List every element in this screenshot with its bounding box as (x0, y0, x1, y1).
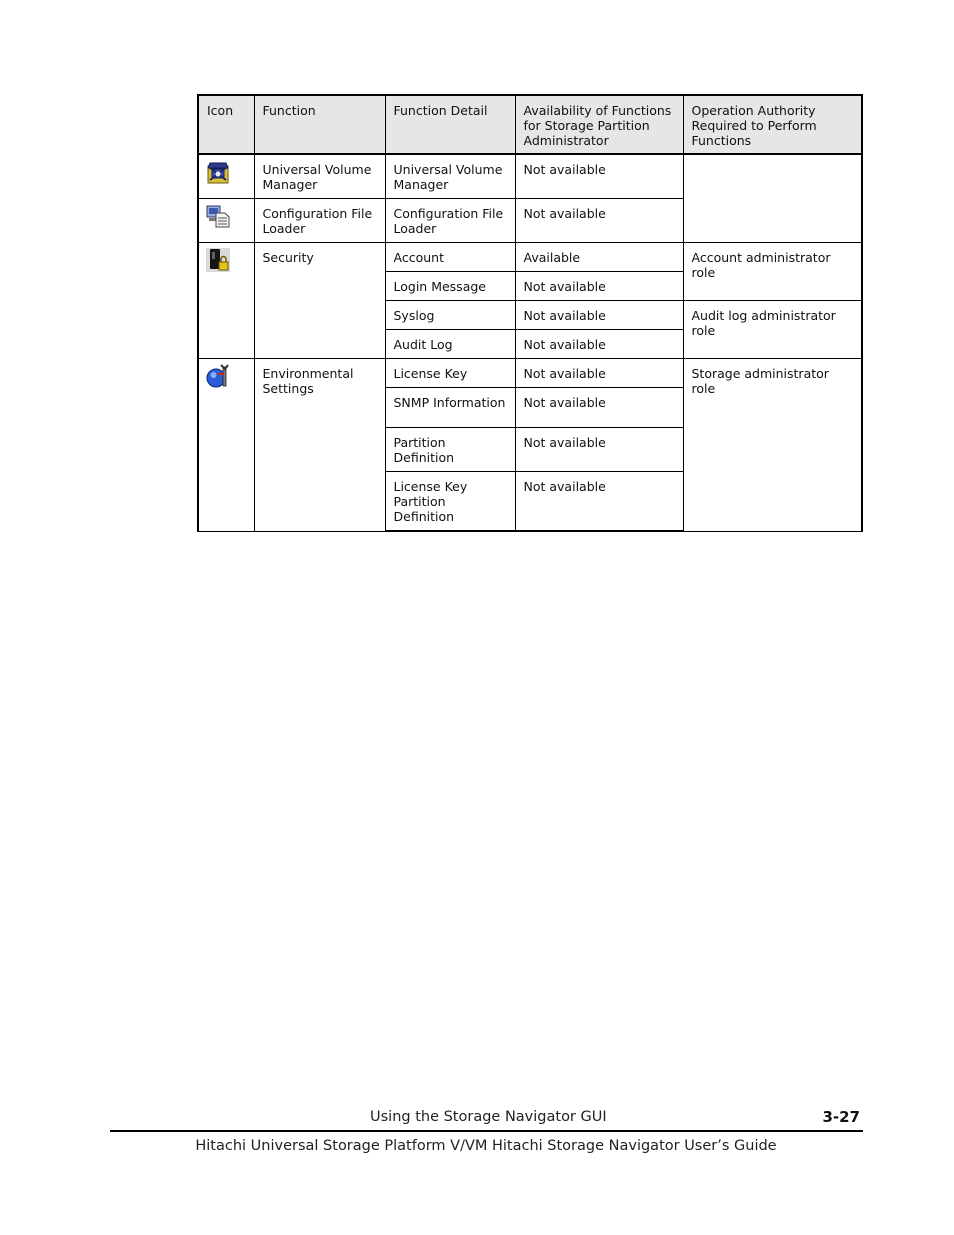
footer-divider (110, 1130, 863, 1132)
function-detail: Account (385, 243, 515, 272)
icon-cell (198, 154, 254, 199)
authority-value: Storage administrator role (683, 359, 862, 532)
header-availability: Availability of Functions for Storage Partition Administrator (515, 95, 683, 154)
availability-value: Not available (515, 359, 683, 388)
availability-value: Available (515, 243, 683, 272)
availability-value: Not available (515, 301, 683, 330)
function-detail: Audit Log (385, 330, 515, 359)
function-detail: Configuration File Loader (385, 199, 515, 243)
authority-value: Account administrator role (683, 243, 862, 301)
footer-document-title: Hitachi Universal Storage Platform V/VM Hitachi Storage Navigator User’s Guide (195, 1138, 777, 1154)
function-name: Security (254, 243, 385, 359)
function-name: Universal Volume Manager (254, 154, 385, 199)
availability-value: Not available (515, 388, 683, 428)
function-availability-table (197, 94, 863, 532)
availability-value: Not available (515, 472, 683, 532)
header-authority: Operation Authority Required to Perform Functions (683, 95, 862, 154)
universal-volume-manager-icon (206, 160, 230, 184)
icon-cell (198, 199, 254, 243)
authority-value: Audit log administrator role (683, 301, 862, 359)
header-icon: Icon (198, 95, 254, 154)
function-name: Environmental Settings (254, 359, 385, 532)
function-table-wrapper (197, 94, 861, 532)
table-row (198, 154, 862, 199)
function-detail: Partition Definition (385, 428, 515, 472)
footer-section-title: Using the Storage Navigator GUI (370, 1109, 607, 1125)
function-detail: License Key Partition Definition (385, 472, 515, 532)
table-header-row (198, 95, 862, 154)
availability-value: Not available (515, 330, 683, 359)
security-icon (206, 248, 230, 272)
function-detail: Universal Volume Manager (385, 154, 515, 199)
availability-value: Not available (515, 272, 683, 301)
footer-page-number: 3-27 (822, 1108, 860, 1126)
header-function: Function (254, 95, 385, 154)
availability-value: Not available (515, 428, 683, 472)
header-function-detail: Function Detail (385, 95, 515, 154)
availability-value: Not available (515, 199, 683, 243)
icon-cell (198, 359, 254, 532)
authority-empty (683, 154, 862, 243)
configuration-file-loader-icon (206, 204, 230, 228)
function-detail: Syslog (385, 301, 515, 330)
function-detail: Login Message (385, 272, 515, 301)
table-row (198, 243, 862, 272)
function-detail: SNMP Information (385, 388, 515, 428)
function-name: Configuration File Loader (254, 199, 385, 243)
table-row (198, 359, 862, 388)
function-detail: License Key (385, 359, 515, 388)
environmental-settings-icon (206, 364, 230, 388)
icon-cell (198, 243, 254, 359)
availability-value: Not available (515, 154, 683, 199)
